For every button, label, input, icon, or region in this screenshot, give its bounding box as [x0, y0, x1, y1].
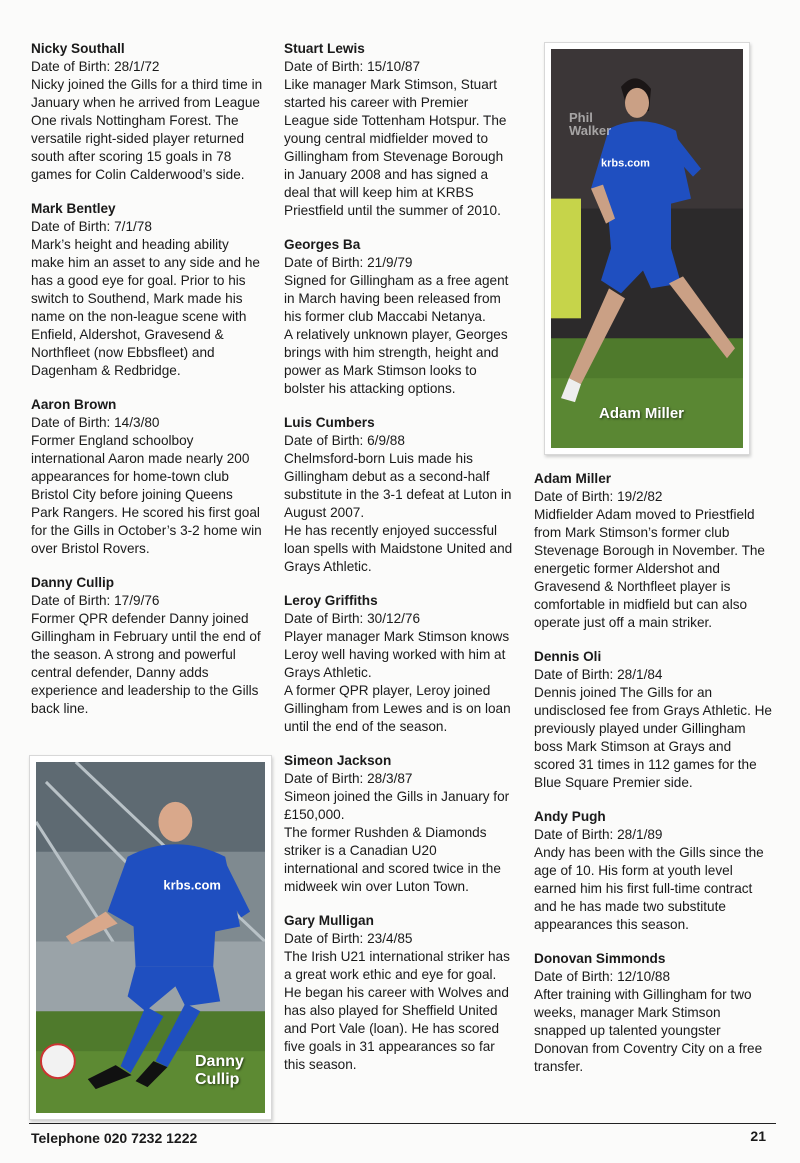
player-entry: [284, 414, 514, 576]
player-name: Mark Bentley: [31, 201, 116, 216]
player-name: Donovan Simmonds: [534, 951, 666, 966]
player-entry: [284, 592, 514, 736]
left-column: [31, 40, 263, 734]
player-dob: Date of Birth: 30/12/76: [284, 611, 421, 626]
footer-divider: [29, 1123, 776, 1124]
player-dob: Date of Birth: 15/10/87: [284, 59, 421, 74]
player-bio: [534, 506, 774, 632]
player-dob: Date of Birth: 6/9/88: [284, 433, 405, 448]
player-dob: Date of Birth: 28/1/84: [534, 667, 663, 682]
player-name: Leroy Griffiths: [284, 593, 378, 608]
player-dob: Date of Birth: 28/1/72: [31, 59, 160, 74]
player-entry: [284, 236, 514, 398]
bio-paragraph: He has recently enjoyed successful loan spells with Maidstone United and Grays Athletic.: [284, 523, 513, 574]
bio-paragraph: Dennis joined The Gills for an undisclosed fee from Grays Athletic. He previously played under Gillingham boss Mark Stimson at Grays and scored 31 times in 112 games for the Blue Square Premier side.: [534, 685, 772, 790]
player-photo-danny-cullip: [29, 755, 272, 1120]
player-entry: [31, 200, 263, 380]
player-bio: [31, 76, 263, 184]
middle-column: [284, 40, 514, 1090]
bio-paragraph: A relatively unknown player, Georges brings with him strength, height and power as Mark Stimson looks to bolster his attacking options.: [284, 327, 508, 396]
player-entry: [31, 396, 263, 558]
bio-paragraph: Former QPR defender Danny joined Gillingham in February until the end of the season. A strong and powerful central defender, Danny adds experience and leadership to the Gills back line.: [31, 611, 261, 716]
ghost-label-line: Phil: [569, 110, 593, 125]
photo-caption: Adam Miller: [599, 405, 685, 422]
player-bio: [31, 610, 263, 718]
caption-line: Danny: [195, 1053, 244, 1070]
bio-paragraph: Like manager Mark Stimson, Stuart started his career with Premier League side Tottenham Hotspur. The young central midfielder moved to Gillingham from Stevenage Borough in January 2008 and has signed a deal that will keep him at KRBS Priestfield until the summer of 2010.: [284, 77, 507, 218]
player-dob: Date of Birth: 28/3/87: [284, 771, 413, 786]
player-bio: [284, 272, 514, 398]
player-dob: Date of Birth: 23/4/85: [284, 931, 413, 946]
player-entry: [31, 40, 263, 184]
caption-line: Cullip: [195, 1071, 240, 1088]
player-dob: Date of Birth: 28/1/89: [534, 827, 663, 842]
player-entry: [534, 950, 774, 1076]
player-illustration: [551, 49, 743, 448]
player-entry: [284, 752, 514, 896]
player-dob: Date of Birth: 17/9/76: [31, 593, 160, 608]
player-bio: [284, 76, 514, 220]
player-bio: [284, 450, 514, 576]
player-name: Nicky Southall: [31, 41, 125, 56]
player-bio: [31, 236, 263, 380]
player-dob: Date of Birth: 19/2/82: [534, 489, 663, 504]
bio-paragraph: The former Rushden & Diamonds striker is a Canadian U20 international and scored twice in the midweek win over Luton Town.: [284, 825, 501, 894]
svg-text:krbs.com: krbs.com: [601, 157, 650, 170]
player-entry: [534, 470, 774, 632]
right-column: [534, 470, 774, 1092]
bio-paragraph: Former England schoolboy international Aaron made nearly 200 appearances for home-town club Bristol City before joining Queens Park Rangers. He scored his first goal for the Gills in October’s 3-2 home win over Bristol Rovers.: [31, 433, 262, 556]
player-name: Andy Pugh: [534, 809, 606, 824]
bio-paragraph: Mark’s height and heading ability make him an asset to any side and he has a good eye for goal. Prior to his switch to Southend, Mark made his name on the non-league scene with Enfield, Aldershot, Gravesend & Northfleet (now Ebbsfleet) and Dagenham & Redbridge.: [31, 237, 260, 378]
bio-paragraph: Midfielder Adam moved to Priestfield from Mark Stimson’s former club Stevenage Borough in November. The energetic former Aldershot and Gravesend & Northfleet player is comfortable in midfield but can also operate just off a main striker.: [534, 507, 765, 630]
bio-paragraph: After training with Gillingham for two weeks, manager Mark Stimson snapped up talented youngster Donovan from Coventry City on a free transfer.: [534, 987, 763, 1074]
player-entry: [534, 648, 774, 792]
player-name: Adam Miller: [534, 471, 612, 486]
bio-paragraph: Signed for Gillingham as a free agent in March having been released from his former club Maccabi Netanya.: [284, 273, 509, 324]
page-number: 21: [750, 1128, 766, 1144]
player-name: Danny Cullip: [31, 575, 115, 590]
player-name: Gary Mulligan: [284, 913, 374, 928]
bio-paragraph: Player manager Mark Stimson knows Leroy well having worked with him at Grays Athletic.: [284, 629, 510, 680]
player-photo-adam-miller: [544, 42, 750, 455]
bio-paragraph: Nicky joined the Gills for a third time in January when he arrived from League One rivals Nottingham Forest. The versatile right-sided player returned south after scoring 15 goals in 78 games for Colin Calderwood’s side.: [31, 77, 263, 182]
photo-frame: [36, 762, 265, 1113]
ghost-label: [569, 111, 611, 137]
player-name: Georges Ba: [284, 237, 361, 252]
player-dob: Date of Birth: 21/9/79: [284, 255, 413, 270]
player-bio: [534, 684, 774, 792]
player-entry: [31, 574, 263, 718]
player-name: Stuart Lewis: [284, 41, 365, 56]
player-bio: [284, 948, 514, 1074]
photo-frame: [551, 49, 743, 448]
photo-caption: [195, 1053, 255, 1089]
bio-paragraph: Andy has been with the Gills since the age of 10. His form at youth level earned him his first full-time contract and he has made two substitute appearances this season.: [534, 845, 764, 932]
svg-text:krbs.com: krbs.com: [163, 877, 221, 893]
player-name: Luis Cumbers: [284, 415, 375, 430]
player-dob: Date of Birth: 12/10/88: [534, 969, 671, 984]
player-bio: [534, 986, 774, 1076]
player-dob: Date of Birth: 7/1/78: [31, 219, 152, 234]
bio-paragraph: A former QPR player, Leroy joined Gillingham from Lewes and is on loan until the end of the season.: [284, 683, 511, 734]
player-entry: [284, 40, 514, 220]
player-name: Aaron Brown: [31, 397, 117, 412]
player-bio: [534, 844, 774, 934]
bio-paragraph: The Irish U21 international striker has a great work ethic and eye for goal. He began his career with Wolves and has also played for Sheffield United and Port Vale (loan). He has scored five goals in 31 appearances so far this season.: [284, 949, 510, 1072]
footer-telephone: Telephone 020 7232 1222: [31, 1130, 198, 1146]
player-entry: [284, 912, 514, 1074]
player-bio: [284, 628, 514, 736]
player-bio: [31, 432, 263, 558]
player-name: Simeon Jackson: [284, 753, 392, 768]
player-entry: [534, 808, 774, 934]
bio-paragraph: Simeon joined the Gills in January for £150,000.: [284, 789, 510, 822]
player-dob: Date of Birth: 14/3/80: [31, 415, 160, 430]
player-name: Dennis Oli: [534, 649, 602, 664]
bio-paragraph: Chelmsford-born Luis made his Gillingham debut as a second-half substitute in the 3-1 defeat at Luton in August 2007.: [284, 451, 512, 520]
ghost-label-line: Walker: [569, 123, 612, 138]
player-bio: [284, 788, 514, 896]
